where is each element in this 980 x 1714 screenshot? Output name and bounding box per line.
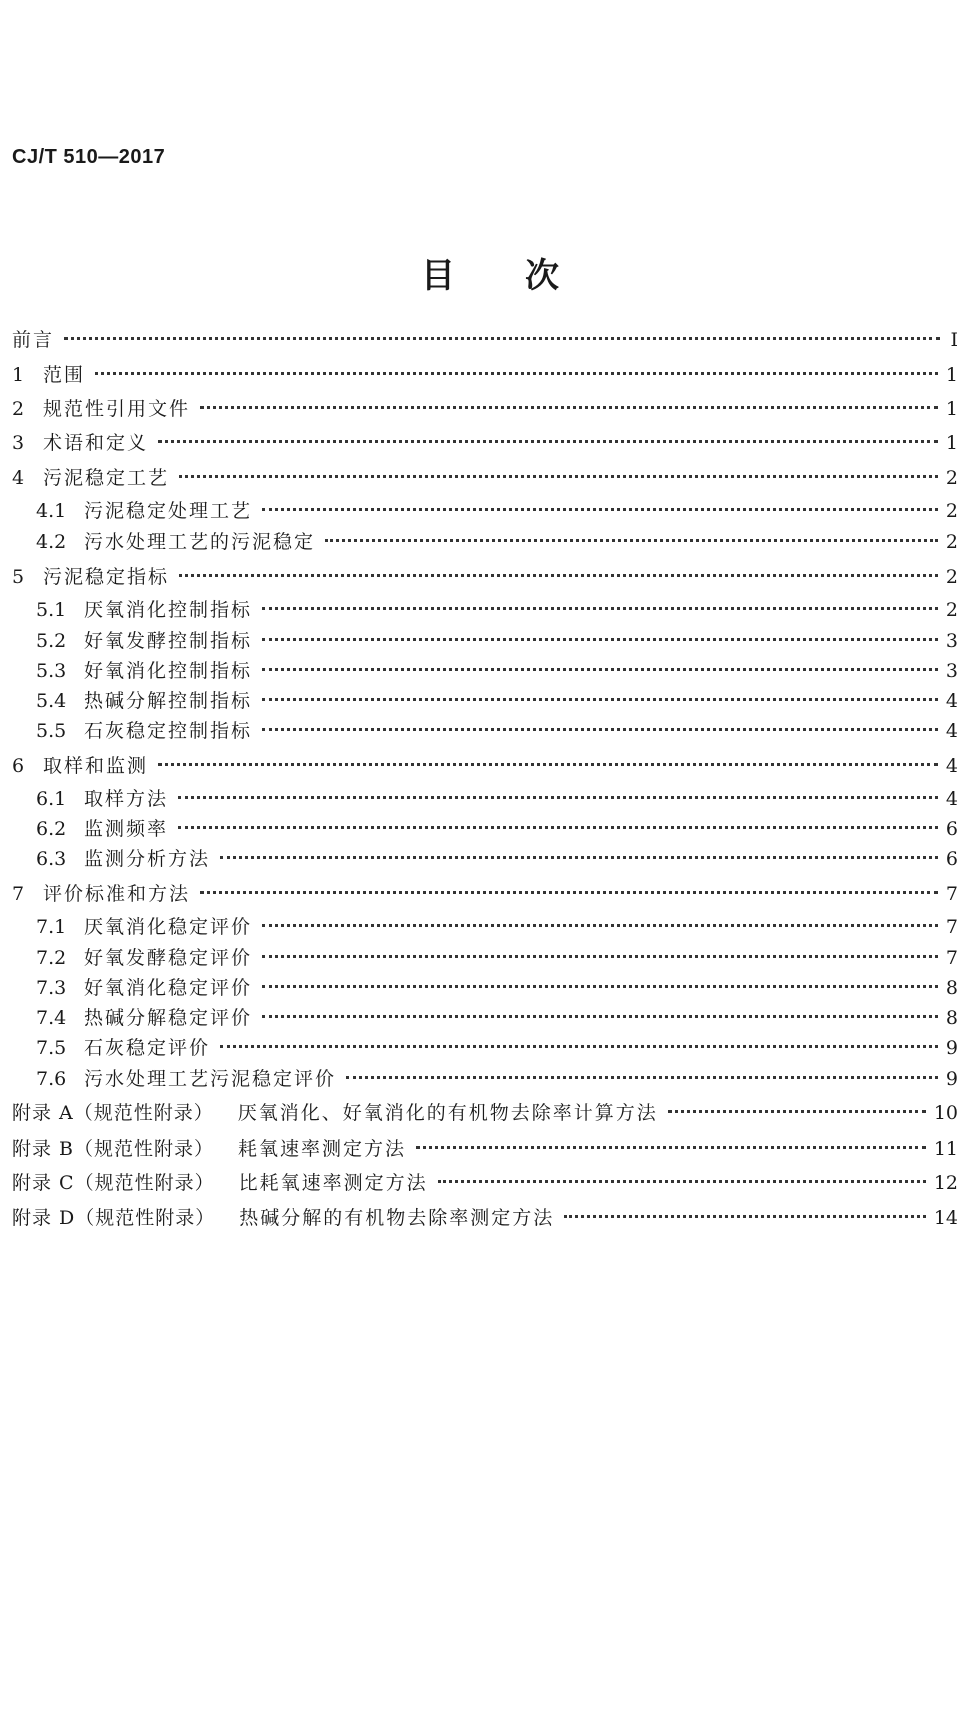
toc-entry-number: 2: [12, 398, 25, 420]
title-char-2: 次: [525, 256, 559, 296]
toc-entry-page: 6: [945, 848, 958, 870]
toc-entry-label: 污泥稳定指标: [43, 566, 170, 588]
toc-entry-label: 好氧消化稳定评价: [84, 977, 253, 999]
toc-appendix-entry[interactable]: [12, 1136, 958, 1162]
toc-entry[interactable]: [36, 816, 958, 842]
toc-entry-page: 2: [945, 500, 958, 522]
dot-leader: [178, 796, 938, 799]
dot-leader: [325, 539, 938, 542]
toc-entry-label: 好氧发酵稳定评价: [84, 947, 253, 969]
document-code: CJ/T 510—2017: [12, 146, 166, 168]
dot-leader: [158, 763, 938, 766]
toc-entry-label: 取样方法: [84, 788, 169, 810]
toc-entry-page: 7: [945, 916, 958, 938]
toc-entry-page: 9: [945, 1037, 958, 1059]
toc-entry[interactable]: [36, 975, 958, 1001]
toc-entry-page: 1: [945, 364, 958, 386]
toc-entry-number: 7: [12, 883, 25, 905]
toc-entry-label: 石灰稳定控制指标: [84, 720, 253, 742]
toc-entry[interactable]: [36, 658, 958, 684]
toc-entry-number: 6: [12, 755, 25, 777]
toc-entry[interactable]: [36, 914, 958, 940]
toc-entry[interactable]: [36, 688, 958, 714]
appendix-label: 厌氧消化、好氧消化的有机物去除率计算方法: [237, 1102, 658, 1124]
toc-entry-number: 5.2: [36, 630, 67, 652]
appendix-prefix: 附录 C（规范性附录）: [12, 1172, 215, 1194]
toc-entry[interactable]: [36, 846, 958, 872]
title-char-1: 目: [421, 256, 455, 296]
toc-entry-label: 厌氧消化稳定评价: [84, 916, 253, 938]
toc-entry-page: 1: [945, 432, 958, 454]
toc-entry-number: 1: [12, 364, 25, 386]
toc-entry[interactable]: [36, 1035, 958, 1061]
toc-entry[interactable]: [36, 498, 958, 524]
toc-entry-page: 2: [945, 531, 958, 553]
toc-entry-label: 热碱分解稳定评价: [84, 1007, 253, 1029]
dot-leader: [262, 508, 938, 511]
toc-entry[interactable]: [36, 786, 958, 812]
toc-entry-page: 2: [945, 566, 958, 588]
dot-leader: [200, 406, 938, 409]
dot-leader: [158, 440, 938, 443]
appendix-page: 14: [933, 1207, 958, 1229]
toc-entry-label: 厌氧消化控制指标: [84, 599, 253, 621]
dot-leader: [95, 372, 938, 375]
toc-entry-number: 7.3: [36, 977, 67, 999]
toc-entry[interactable]: [12, 753, 958, 779]
dot-leader: [564, 1215, 926, 1218]
toc-entry-label: 前言: [12, 329, 55, 351]
toc-entry[interactable]: [36, 628, 958, 654]
toc-entry-label: 取样和监测: [43, 755, 149, 777]
toc-entry-number: 6.3: [36, 848, 67, 870]
toc-entry-number: 5.5: [36, 720, 67, 742]
toc-entry-label: 规范性引用文件: [43, 398, 191, 420]
appendix-prefix: 附录 A（规范性附录）: [12, 1102, 214, 1124]
appendix-label: 热碱分解的有机物去除率测定方法: [239, 1207, 555, 1229]
toc-entry[interactable]: [36, 718, 958, 744]
dot-leader: [179, 475, 938, 478]
appendix-label: 耗氧速率测定方法: [238, 1138, 407, 1160]
dot-leader: [262, 638, 938, 641]
dot-leader: [220, 856, 938, 859]
toc-entry-number: 5.4: [36, 690, 67, 712]
dot-leader: [178, 826, 938, 829]
toc-entry-number: 3: [12, 432, 25, 454]
toc-entry-number: 7.4: [36, 1007, 67, 1029]
dot-leader: [200, 891, 938, 894]
toc-entry-page: Ⅰ: [950, 329, 958, 351]
toc-entry[interactable]: [12, 327, 958, 353]
toc-appendix-entry[interactable]: [12, 1170, 958, 1196]
toc-entry-number: 5.3: [36, 660, 67, 682]
toc-entry[interactable]: [12, 564, 958, 590]
toc-entry-number: 4: [12, 467, 25, 489]
toc-entry-number: 6.2: [36, 818, 67, 840]
toc-entry-label: 污泥稳定处理工艺: [84, 500, 253, 522]
dot-leader: [262, 924, 938, 927]
toc-entry[interactable]: [12, 465, 958, 491]
toc-entry-page: 3: [945, 660, 958, 682]
toc-entry[interactable]: [12, 881, 958, 907]
toc-entry-label: 热碱分解控制指标: [84, 690, 253, 712]
dot-leader: [346, 1076, 938, 1079]
toc-entry-number: 5: [12, 566, 25, 588]
toc-entry[interactable]: [36, 597, 958, 623]
toc-entry-number: 7.6: [36, 1068, 67, 1090]
toc-entry-number: 5.1: [36, 599, 67, 621]
toc-entry-page: 1: [945, 398, 958, 420]
toc-entry-page: 2: [945, 599, 958, 621]
toc-entry-page: 3: [945, 630, 958, 652]
toc-entry-number: 4.1: [36, 500, 67, 522]
toc-entry-label: 污水处理工艺的污泥稳定: [84, 531, 316, 553]
appendix-page: 10: [933, 1102, 958, 1124]
dot-leader: [262, 607, 938, 610]
toc-entry[interactable]: [36, 1066, 958, 1092]
toc-entry-label: 监测频率: [84, 818, 169, 840]
toc-entry[interactable]: [12, 362, 958, 388]
toc-entry-page: 7: [945, 947, 958, 969]
appendix-page: 11: [933, 1138, 958, 1160]
toc-entry[interactable]: [36, 1005, 958, 1031]
toc-entry-number: 7.2: [36, 947, 67, 969]
dot-leader: [438, 1180, 926, 1183]
appendix-page: 12: [933, 1172, 958, 1194]
dot-leader: [416, 1146, 926, 1149]
toc-appendix-entry[interactable]: [12, 1205, 958, 1231]
page-title: [0, 248, 980, 297]
toc-entry-page: 4: [945, 788, 958, 810]
toc-entry-label: 监测分析方法: [84, 848, 211, 870]
toc-entry-number: 6.1: [36, 788, 67, 810]
toc-entry-label: 好氧发酵控制指标: [84, 630, 253, 652]
toc-entry[interactable]: [12, 396, 958, 422]
toc-entry-label: 评价标准和方法: [43, 883, 191, 905]
toc-entry-page: 4: [945, 690, 958, 712]
dot-leader: [262, 985, 938, 988]
toc-entry[interactable]: [36, 945, 958, 971]
appendix-prefix: 附录 B（规范性附录）: [12, 1138, 215, 1160]
toc-entry-label: 范围: [43, 364, 86, 386]
toc-entry-page: 8: [945, 1007, 958, 1029]
toc-entry-label: 污泥稳定工艺: [43, 467, 170, 489]
toc-entry-page: 8: [945, 977, 958, 999]
toc-appendix-entry[interactable]: [12, 1100, 958, 1126]
toc-entry-page: 4: [945, 720, 958, 742]
dot-leader: [262, 955, 938, 958]
dot-leader: [179, 574, 938, 577]
toc-entry-label: 石灰稳定评价: [84, 1037, 211, 1059]
toc-entry-page: 2: [945, 467, 958, 489]
dot-leader: [668, 1110, 926, 1113]
toc-entry[interactable]: [36, 529, 958, 555]
toc-entry-number: 7.1: [36, 916, 67, 938]
toc-entry-label: 污水处理工艺污泥稳定评价: [84, 1068, 337, 1090]
toc-entry-label: 术语和定义: [43, 432, 149, 454]
toc-entry-page: 4: [945, 755, 958, 777]
dot-leader: [262, 668, 938, 671]
toc-entry-page: 9: [945, 1068, 958, 1090]
toc-entry-number: 7.5: [36, 1037, 67, 1059]
toc-entry-label: 好氧消化控制指标: [84, 660, 253, 682]
toc-entry-page: 7: [945, 883, 958, 905]
dot-leader: [220, 1045, 938, 1048]
dot-leader: [262, 698, 938, 701]
toc-entry-number: 4.2: [36, 531, 67, 553]
appendix-prefix: 附录 D（规范性附录）: [12, 1207, 216, 1229]
toc-entry[interactable]: [12, 430, 958, 456]
dot-leader: [64, 337, 940, 340]
toc-entry-page: 6: [945, 818, 958, 840]
appendix-label: 比耗氧速率测定方法: [238, 1172, 428, 1194]
dot-leader: [262, 728, 938, 731]
dot-leader: [262, 1015, 938, 1018]
